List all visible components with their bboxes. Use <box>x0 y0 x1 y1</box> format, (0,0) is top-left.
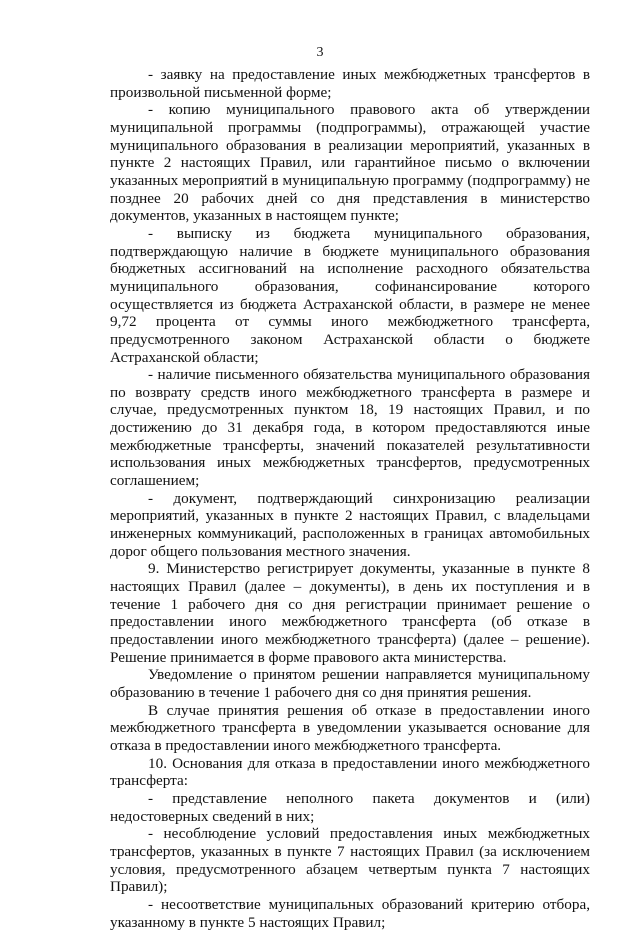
document-body <box>110 66 590 931</box>
paragraph: - документ, подтверждающий синхронизацию реализации мероприятий, указанных в пункте 2 настоящих Правил, с владельцами инженерных коммуникаций, расположенных в границах автомобильных дорог общего пользования местного значения. <box>110 489 590 560</box>
paragraph: - несоблюдение условий предоставления иных межбюджетных трансфертов, указанных в пункте 7 настоящих Правил (за исключением условия, предусмотренного абзацем четвертым пункта 7 настоящих Правил); <box>110 825 590 896</box>
paragraph: - заявку на предоставление иных межбюджетных трансфертов в произвольной письменной форме; <box>110 66 590 101</box>
paragraph: - несоответствие муниципальных образований критерию отбора, указанному в пункте 5 настоящих Правил; <box>110 895 590 931</box>
paragraph: 9. Министерство регистрирует документы, указанные в пункте 8 настоящих Правил (далее – документы), в день их поступления и в течение 1 рабочего дня со дня регистрации принимает решение о предоставлении иного межбюджетного трансферта (об отказе в предоставлении иного межбюджетного трансферта) (далее – решение). Решение принимается в форме правового акта министерства. <box>110 560 590 666</box>
paragraph: В случае принятия решения об отказе в предоставлении иного межбюджетного трансферта в уведомлении указывается основание для отказа в предоставлении иного межбюджетного трансферта. <box>110 701 590 754</box>
paragraph: - представление неполного пакета документов и (или) недостоверных сведений в них; <box>110 789 590 825</box>
page-number: 3 <box>316 45 324 60</box>
paragraph: - выписку из бюджета муниципального образования, подтверждающую наличие в бюджете муниципального образования бюджетных ассигнований на исполнение расходного обязательства муниципального образования, софинансирование которого осуществляется из бюджета Астраханской области, в размере не менее 9,72 процента от суммы иного межбюджетного трансферта, предусмотренного законом Астраханской области о бюджете Астраханской области; <box>110 224 590 366</box>
paragraph: - копию муниципального правового акта об утверждении муниципальной программы (подпрограммы), отражающей участие муниципального образования в реализации мероприятий, указанных в пункте 2 настоящих Правил, или гарантийное письмо о включении указанных мероприятий в муниципальную программу (подпрограмму) не позднее 20 рабочих дней со дня представления в министерство документов, указанных в настоящем пункте; <box>110 101 590 225</box>
paragraph: 10. Основания для отказа в предоставлении иного межбюджетного трансферта: <box>110 754 590 790</box>
paragraph: - наличие письменного обязательства муниципального образования по возврату средств иного межбюджетного трансферта в размере и случае, предусмотренных пунктом 18, 19 настоящих Правил, и по достижению до 31 декабря года, в котором предоставляются иные межбюджетные трансферты, значений показателей результативности использования иных межбюджетных трансфертов, предусмотренных соглашением; <box>110 366 590 490</box>
paragraph: Уведомление о принятом решении направляется муниципальному образованию в течение 1 рабочего дня со дня принятия решения. <box>110 666 590 701</box>
